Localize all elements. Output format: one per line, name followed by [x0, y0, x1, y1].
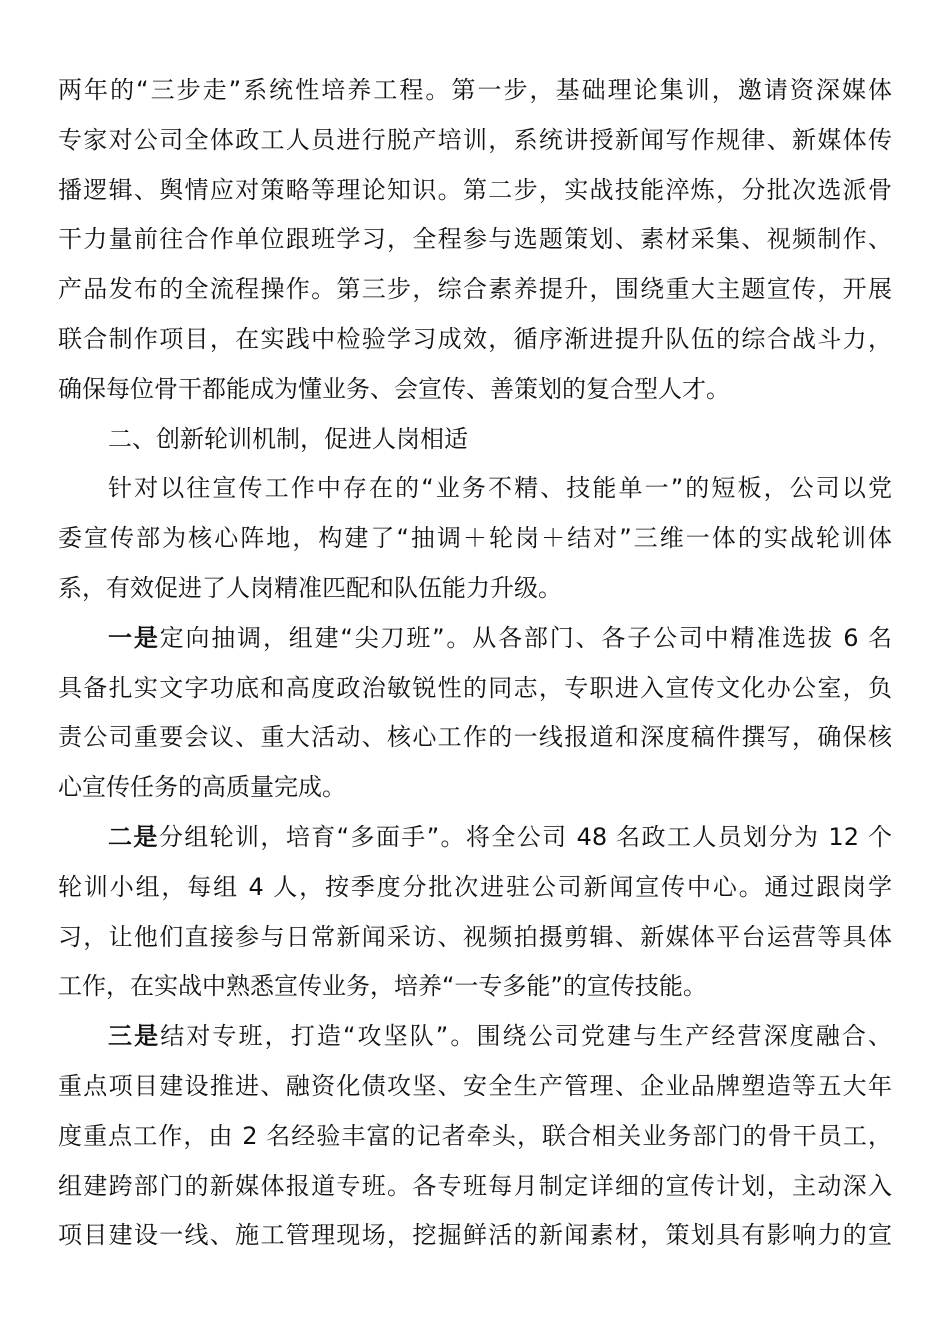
text-line: 播逻辑、舆情应对策略等理论知识。第二步，实战技能淬炼，分批次选派骨 [58, 175, 892, 204]
text-line: 专家对公司全体政工人员进行脱产培训，系统讲授新闻写作规律、新媒体传 [58, 125, 892, 154]
text-line: 联合制作项目，在实践中检验学习成效，循序渐进提升队伍的综合战斗力， [58, 324, 892, 353]
text-line: 产品发布的全流程操作。第三步，综合素养提升，围绕重大主题宣传，开展 [58, 275, 892, 304]
text-line: 具备扎实文字功底和高度政治敏锐性的同志，专职进入宣传文化办公室，负 [58, 673, 892, 702]
text-line: 确保每位骨干都能成为懂业务、会宣传、善策划的复合型人才。 [58, 374, 730, 403]
bold-lead: 二是 [108, 822, 159, 851]
text-line: 项目建设一线、施工管理现场，挖掘鲜活的新闻素材，策划具有影响力的宣 [58, 1221, 892, 1250]
paragraph-item-three [58, 1012, 892, 1261]
text-line: 组建跨部门的新媒体报道专班。各专班每月制定详细的宣传计划，主动深入 [58, 1171, 892, 1200]
paragraph-item-one [58, 614, 892, 813]
text-line: 心宣传任务的高质量完成。 [58, 773, 346, 802]
text-line: 度重点工作，由 2 名经验丰富的记者牵头，联合相关业务部门的骨干员工， [58, 1121, 892, 1150]
text-span: 结对专班，打造“攻坚队”。围绕公司党建与生产经营深度融合、 [160, 1022, 893, 1051]
text-line: 工作，在实战中熟悉宣传业务，培养“一专多能”的宣传技能。 [58, 972, 707, 1001]
text-line: 委宣传部为核心阵地，构建了“抽调＋轮岗＋结对”三维一体的实战轮训体 [58, 524, 892, 553]
text-line [58, 813, 892, 863]
text-line: 两年的“三步走”系统性培养工程。第一步，基础理论集训，邀请资深媒体 [58, 76, 892, 104]
text-line: 责公司重要会议、重大活动、核心工作的一线报道和深度稿件撰写，确保核 [58, 723, 892, 752]
text-line: 系，有效促进了人岗精准匹配和队伍能力升级。 [58, 573, 562, 602]
text-span: 定向抽调，组建“尖刀班”。从各部门、各子公司中精准选拔 6 名 [159, 623, 892, 652]
text-line: 重点项目建设推进、融资化债攻坚、安全生产管理、企业品牌塑造等五大年 [58, 1071, 892, 1100]
paragraph-three-step-program [58, 66, 892, 415]
text-line [58, 614, 892, 664]
text-line: 干力量前往合作单位跟班学习，全程参与选题策划、素材采集、视频制作、 [58, 225, 892, 254]
document-page [58, 66, 892, 1261]
text-line: 针对以往宣传工作中存在的“业务不精、技能单一”的短板，公司以党 [108, 474, 892, 503]
paragraph-item-two [58, 813, 892, 1012]
bold-lead: 一是 [108, 623, 160, 652]
text-line: 习，让他们直接参与日常新闻采访、视频拍摄剪辑、新媒体平台运营等具体 [58, 922, 892, 951]
section-heading: 二、创新轮训机制，促进人岗相适 [108, 424, 468, 453]
bold-lead: 三是 [108, 1022, 161, 1051]
text-line: 轮训小组，每组 4 人，按季度分批次进驻公司新闻宣传中心。通过跟岗学 [58, 872, 892, 901]
text-span: 分组轮训，培育“多面手”。将全公司 48 名政工人员划分为 12 个 [158, 822, 892, 851]
paragraph-rotation-intro [58, 464, 892, 613]
text-line [58, 1012, 892, 1062]
